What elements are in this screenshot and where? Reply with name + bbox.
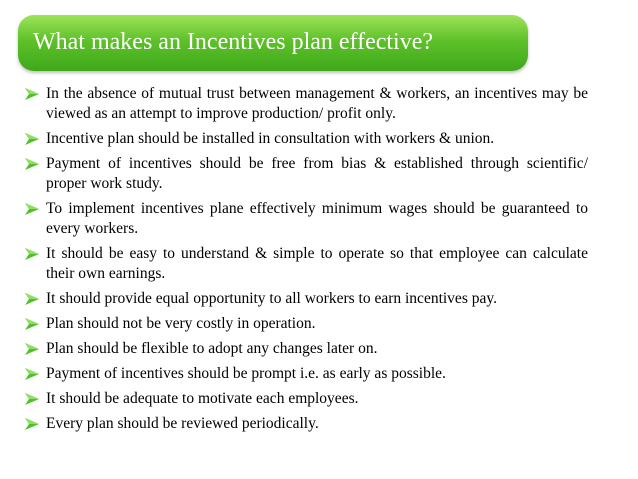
bullet-text: Every plan should be reviewed periodically.: [46, 415, 319, 432]
bullet-text: It should provide equal opportunity to all workers to earn incentives pay.: [46, 290, 497, 307]
bullet-text: Plan should not be very costly in operation.: [46, 315, 316, 332]
bullet-item: [22, 339, 588, 359]
bullet-item: [22, 129, 588, 149]
arrowhead-bullet-icon: [24, 292, 40, 306]
title-bar: [18, 15, 528, 71]
bullet-text: Incentive plan should be installed in consultation with workers & union.: [46, 130, 495, 147]
bullet-item: [22, 199, 588, 239]
arrowhead-bullet-icon: [24, 247, 40, 261]
bullet-text: Plan should be flexible to adopt any changes later on.: [46, 340, 378, 357]
bullet-text: It should be adequate to motivate each employees.: [46, 390, 359, 407]
bullet-text: Payment of incentives should be free from bias & established through scientific/ proper work study.: [46, 155, 588, 192]
bullet-text: Payment of incentives should be prompt i.e. as early as possible.: [46, 365, 446, 382]
bullet-text: To implement incentives plane effectively minimum wages should be guaranteed to every workers.: [46, 200, 588, 237]
slide-title: What makes an Incentives plan effective?: [33, 29, 434, 55]
arrowhead-bullet-icon: [24, 202, 40, 216]
arrowhead-bullet-icon: [24, 87, 40, 101]
bullet-item: [22, 289, 588, 309]
bullet-item: [22, 364, 588, 384]
bullet-item: [22, 244, 588, 284]
arrowhead-bullet-icon: [24, 132, 40, 146]
bullet-item: [22, 84, 588, 124]
bullet-list: [22, 84, 588, 439]
bullet-item: [22, 389, 588, 409]
arrowhead-bullet-icon: [24, 417, 40, 431]
arrowhead-bullet-icon: [24, 367, 40, 381]
bullet-text: It should be easy to understand & simple to operate so that employee can calculate their own earnings.: [46, 245, 588, 282]
arrowhead-bullet-icon: [24, 157, 40, 171]
arrowhead-bullet-icon: [24, 342, 40, 356]
bullet-text: In the absence of mutual trust between management & workers, an incentives may be viewed as an attempt to improve production/ profit only.: [46, 85, 588, 122]
arrowhead-bullet-icon: [24, 392, 40, 406]
bullet-item: [22, 154, 588, 194]
bullet-item: [22, 414, 588, 434]
bullet-item: [22, 314, 588, 334]
arrowhead-bullet-icon: [24, 317, 40, 331]
